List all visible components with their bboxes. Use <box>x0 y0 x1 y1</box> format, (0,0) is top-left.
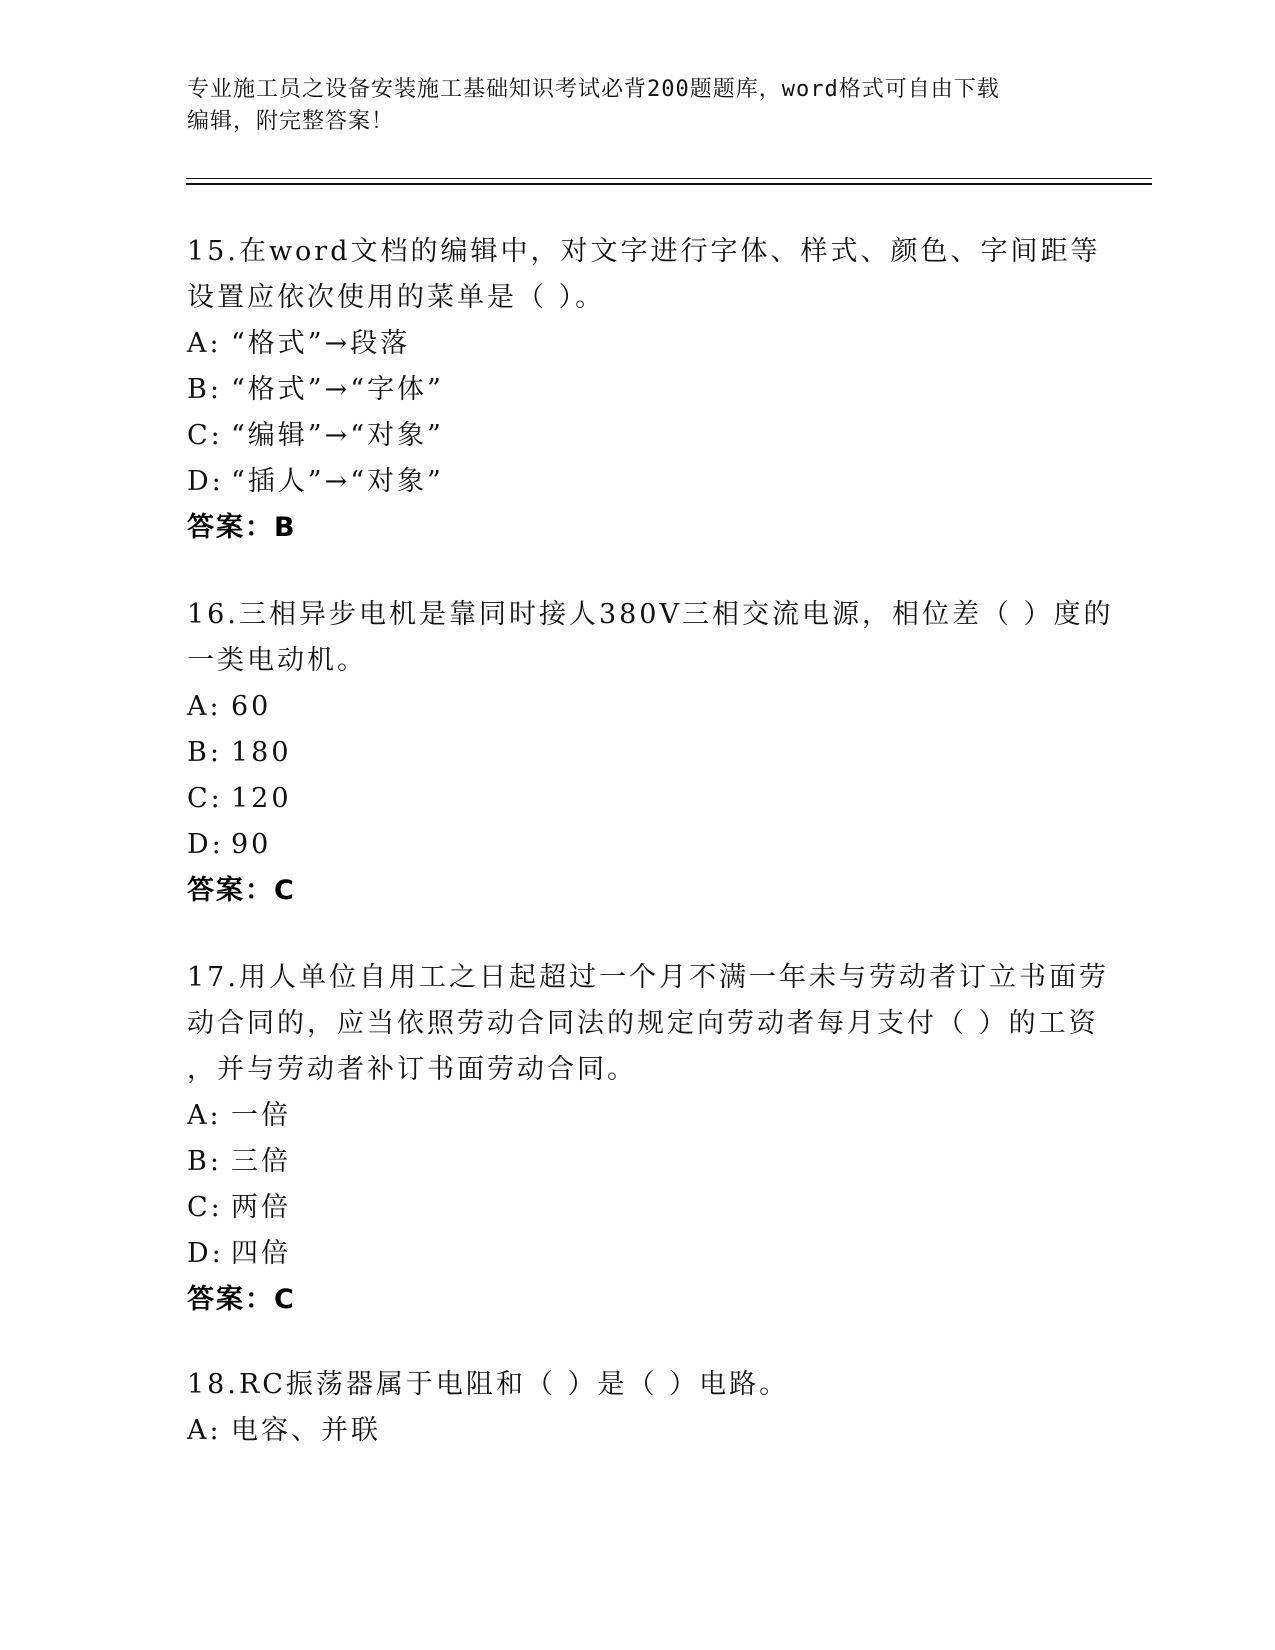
option-letter: B: <box>187 1146 222 1177</box>
option-text: 两倍 <box>231 1192 291 1223</box>
question-text-line: 17.用人单位自用工之日起超过一个月不满一年未与劳动者订立书面劳 <box>187 962 1109 993</box>
option-letter: A: <box>187 328 222 359</box>
option-text: “格式”→段落 <box>231 328 411 359</box>
option-text: “插人”→“对象” <box>231 466 444 497</box>
question-16 <box>187 592 1114 914</box>
option-b <box>187 1139 1087 1185</box>
question-text-line: 18.RC振荡器属于电阻和（ ）是（ ）电路。 <box>187 1369 790 1400</box>
option-letter: A: <box>187 1100 222 1131</box>
option-text: 四倍 <box>231 1238 291 1269</box>
question-text-line: 15.在word文档的编辑中，对文字进行字体、样式、颜色、字间距等 <box>187 236 1101 267</box>
question-text-line: 动合同的，应当依照劳动合同法的规定向劳动者每月支付（ ）的工资 <box>187 1008 1099 1039</box>
option-a <box>187 321 1087 367</box>
option-letter: A: <box>187 1415 222 1446</box>
option-b <box>187 730 1087 776</box>
option-c <box>187 776 1087 822</box>
option-letter: B: <box>187 737 222 768</box>
document-header <box>187 74 1087 138</box>
option-letter: B: <box>187 374 222 405</box>
option-text: 90 <box>231 829 272 860</box>
header-line-2: 编辑，附完整答案！ <box>187 109 395 134</box>
option-text: “编辑”→“对象” <box>231 420 444 451</box>
option-letter: D: <box>187 466 224 497</box>
option-text: 180 <box>231 737 292 768</box>
question-text-line: 设置应依次使用的菜单是（ ）。 <box>187 282 606 313</box>
question-text-line: ，并与劳动者补订书面劳动合同。 <box>187 1054 637 1085</box>
option-c <box>187 413 1087 459</box>
option-a <box>187 684 1087 730</box>
question-text-line: 16.三相异步电机是靠同时接人380V三相交流电源，相位差（ ）度的 <box>187 599 1114 630</box>
option-letter: C: <box>187 783 223 814</box>
question-text-line: 一类电动机。 <box>187 645 367 676</box>
option-letter: A: <box>187 691 222 722</box>
option-text: 60 <box>231 691 272 722</box>
option-text: 一倍 <box>231 1100 291 1131</box>
question-18 <box>187 1362 1087 1454</box>
option-d <box>187 1231 1087 1277</box>
option-c <box>187 1185 1087 1231</box>
option-text: 三倍 <box>231 1146 291 1177</box>
header-divider-bottom <box>186 183 1152 185</box>
option-d <box>187 822 1087 868</box>
option-letter: D: <box>187 1238 224 1269</box>
header-divider-top <box>186 178 1152 179</box>
option-letter: D: <box>187 829 224 860</box>
answer-line: 答案：C <box>187 1284 296 1315</box>
option-text: 120 <box>231 783 292 814</box>
option-text: 电容、并联 <box>231 1415 381 1446</box>
option-d <box>187 459 1087 505</box>
option-letter: C: <box>187 420 223 451</box>
option-a <box>187 1408 1087 1454</box>
question-17 <box>187 955 1109 1323</box>
question-15 <box>187 229 1101 551</box>
option-a <box>187 1093 1087 1139</box>
header-line-1: 专业施工员之设备安装施工基础知识考试必背200题题库，word格式可自由下载 <box>187 77 1000 102</box>
answer-line: 答案：B <box>187 512 297 543</box>
option-b <box>187 367 1087 413</box>
option-text: “格式”→“字体” <box>231 374 444 405</box>
answer-line: 答案：C <box>187 875 296 906</box>
option-letter: C: <box>187 1192 223 1223</box>
